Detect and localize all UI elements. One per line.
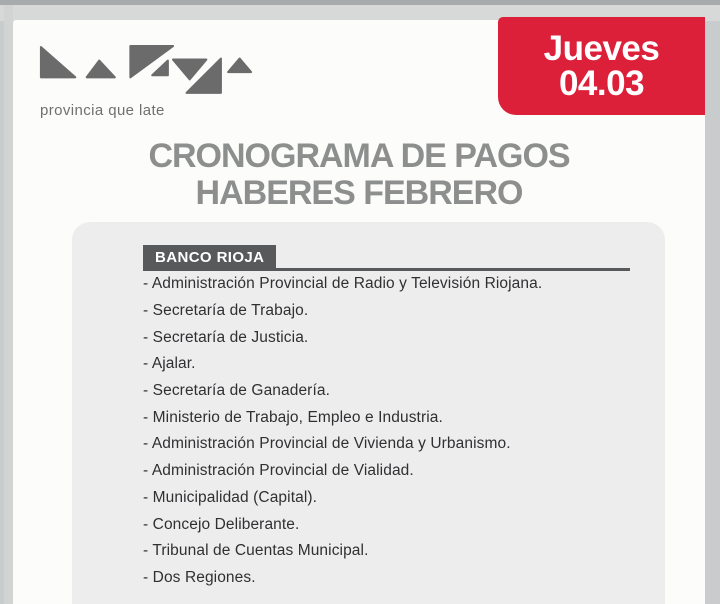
list-item: - Administración Provincial de Radio y Televisión Riojana.: [143, 275, 543, 293]
payment-list: [143, 271, 640, 591]
list-item: - Ajalar.: [143, 355, 196, 373]
date-badge: [498, 17, 705, 115]
page-title-line2: HABERES FEBRERO: [195, 174, 523, 212]
list-item: - Secretaría de Justicia.: [143, 328, 309, 346]
bank-heading-row: [143, 245, 630, 271]
left-light-band: [4, 5, 13, 604]
page-title: [13, 138, 705, 212]
list-item: - Secretaría de Trabajo.: [143, 302, 309, 320]
list-item: - Dos Regiones.: [143, 568, 256, 586]
list-item: - Administración Provincial de Vivienda y Urbanismo.: [143, 435, 511, 453]
list-item: - Secretaría de Ganadería.: [143, 382, 330, 400]
list-item: - Municipalidad (Capital).: [143, 488, 318, 506]
bank-panel: [72, 222, 665, 604]
logo-tagline: provincia que late: [40, 102, 165, 119]
list-item: - Tribunal de Cuentas Municipal.: [143, 542, 369, 560]
date-badge-day: Jueves: [543, 29, 660, 68]
page-title-line1: CRONOGRAMA DE PAGOS: [148, 137, 570, 175]
la-rioja-logo-triangles: [38, 44, 254, 96]
la-rioja-logo: [38, 44, 278, 119]
bank-heading: BANCO RIOJA: [143, 245, 276, 271]
list-item: - Concejo Deliberante.: [143, 515, 300, 533]
date-badge-date: 04.03: [558, 64, 645, 103]
list-item: - Administración Provincial de Vialidad.: [143, 462, 414, 480]
list-item: - Ministerio de Trabajo, Empleo e Industria.: [143, 408, 443, 426]
